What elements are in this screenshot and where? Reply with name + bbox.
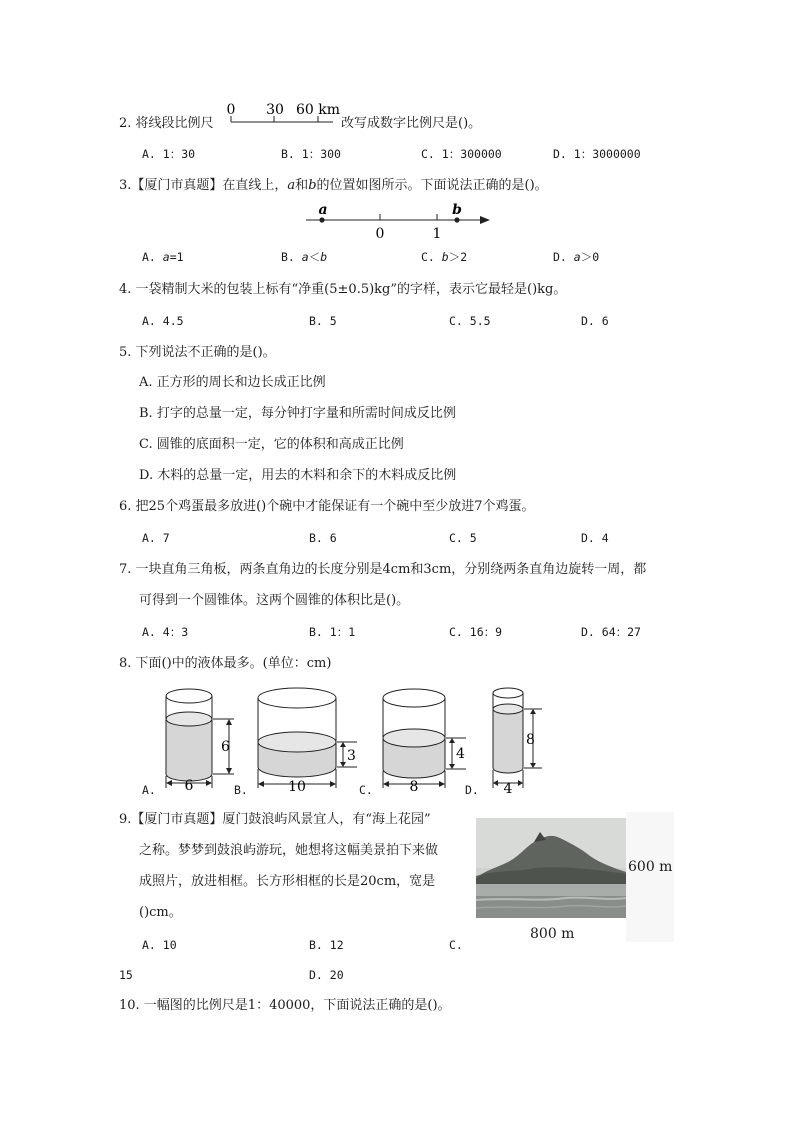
q7-option-d[interactable]: D. 64：27	[581, 625, 641, 639]
height-label-d: 8	[526, 732, 535, 748]
option-text: ＞2	[448, 250, 468, 264]
question-10: 10. 一幅图的比例尺是1：40000，下面说法正确的是()。	[119, 998, 451, 1013]
option-var: a	[301, 250, 309, 264]
question-text: 3.【厦门市真题】在直线上，	[119, 178, 288, 193]
q4-option-a[interactable]: A. 4.5	[142, 314, 184, 328]
q2-option-d[interactable]: D. 1：3000000	[553, 147, 641, 161]
option-text: ＞0	[580, 250, 600, 264]
q9-option-c[interactable]: C.	[449, 938, 463, 952]
q2-option-a[interactable]: A. 1：30	[142, 147, 196, 161]
diameter-label-b: 10	[288, 779, 306, 795]
option-var: b	[441, 250, 449, 264]
question-number: 2.	[119, 116, 132, 131]
q4-option-c[interactable]: C. 5.5	[449, 314, 491, 328]
height-label-c: 4	[456, 746, 465, 762]
q7-option-a[interactable]: A. 4：3	[142, 625, 189, 639]
scale-label-30: 30	[266, 102, 284, 118]
cylinder-a	[166, 689, 234, 794]
question-5: 5. 下列说法不正确的是()。	[119, 345, 276, 360]
q5-option-d[interactable]: D. 木料的总量一定，用去的木料和余下的木料成反比例	[139, 468, 457, 483]
axis-label-a: a	[318, 202, 328, 218]
scale-label-0: 0	[226, 102, 236, 118]
number-line	[300, 200, 495, 242]
question-6: 6. 把25个鸡蛋最多放进()个碗中才能保证有一个碗中至少放进7个鸡蛋。	[119, 499, 535, 514]
question-9-line-4: ()cm。	[139, 905, 182, 920]
photo-label-area	[626, 812, 674, 942]
option-var: a	[573, 250, 581, 264]
point-b	[454, 217, 459, 222]
cylinder-d	[493, 688, 542, 797]
diameter-label-c: 8	[409, 779, 419, 795]
q9-option-a[interactable]: A. 10	[142, 938, 177, 952]
cylinder-c	[383, 689, 466, 795]
axis-label-0: 0	[375, 226, 385, 242]
diameter-label-a: 6	[184, 778, 194, 794]
option-letter: C.	[421, 250, 435, 264]
question-9-line-3: 成照片，放进相框。长方形相框的长是20cm，宽是	[139, 874, 436, 889]
q5-option-a[interactable]: A. 正方形的周长和边长成正比例	[139, 375, 326, 390]
q7-option-c[interactable]: C. 16：9	[449, 625, 503, 639]
photo-height-label: 600 m	[628, 859, 673, 875]
height-label-b: 3	[347, 748, 356, 764]
q8-option-a[interactable]: A.	[142, 783, 156, 797]
q2-option-c[interactable]: C. 1：300000	[421, 147, 502, 161]
option-var: b	[320, 250, 328, 264]
question-8: 8. 下面()中的液体最多。(单位：cm)	[119, 656, 332, 671]
question-2	[119, 115, 214, 133]
question-7-line-1: 7. 一块直角三角板，两条直角边的长度分别是4cm和3cm，分别绕两条直角边旋转一周，都	[119, 562, 647, 577]
option-text: =1	[169, 250, 184, 264]
var-b: b	[308, 178, 317, 193]
question-9-line-1: 9.【厦门市真题】厦门鼓浪屿风景宜人，有“海上花园”	[119, 812, 431, 827]
line-segment-scale	[222, 100, 344, 130]
arrow-icon	[480, 216, 490, 224]
q7-option-b[interactable]: B. 1：1	[309, 625, 356, 639]
option-letter: A.	[142, 250, 156, 264]
q4-option-b[interactable]: B. 5	[309, 314, 337, 328]
cylinder-figures	[0, 680, 794, 800]
q8-option-b[interactable]: B.	[234, 783, 248, 797]
question-text: 的位置如图所示。下面说法正确的是()。	[316, 178, 548, 193]
option-letter: B.	[281, 250, 295, 264]
question-text: 将线段比例尺	[135, 116, 214, 131]
question-9-line-2: 之称。梦梦到鼓浪屿游玩，她想将这幅美景拍下来做	[139, 843, 439, 858]
question-4: 4. 一袋精制大米的包装上标有“净重(5±0.5)kg”的字样，表示它最轻是()kg。	[119, 282, 567, 297]
landscape-photo	[476, 818, 626, 918]
q9-option-b[interactable]: B. 12	[309, 938, 344, 952]
point-a	[319, 217, 324, 222]
q6-option-a[interactable]: A. 7	[142, 531, 170, 545]
option-var: a	[162, 250, 170, 264]
q3-option-a[interactable]	[142, 249, 184, 265]
photo-image	[476, 818, 626, 918]
diameter-label-d: 4	[503, 781, 513, 797]
axis-label-1: 1	[432, 226, 442, 242]
question-text: 和	[295, 178, 309, 193]
q3-option-d[interactable]	[553, 249, 599, 265]
q9-option-d[interactable]: D. 20	[309, 968, 344, 982]
scale-label-60km: 60 km	[295, 102, 341, 118]
q8-option-d[interactable]: D.	[465, 783, 479, 797]
question-7-line-2: 可得到一个圆锥体。这两个圆锥的体积比是()。	[139, 593, 410, 608]
q3-option-c[interactable]	[421, 249, 467, 265]
var-a: a	[287, 178, 296, 193]
q2-option-b[interactable]: B. 1：300	[281, 147, 341, 161]
option-text: ＜	[308, 250, 321, 264]
question-3	[119, 177, 548, 195]
q6-option-c[interactable]: C. 5	[449, 531, 477, 545]
q5-option-b[interactable]: B. 打字的总量一定，每分钟打字量和所需时间成反比例	[139, 406, 456, 421]
q8-option-c[interactable]: C.	[359, 783, 373, 797]
axis-label-b: b	[452, 202, 462, 218]
q6-option-b[interactable]: B. 6	[309, 531, 337, 545]
question-2-tail: 改写成数字比例尺是()。	[341, 116, 482, 131]
q6-option-d[interactable]: D. 4	[581, 531, 609, 545]
q3-option-b[interactable]	[281, 249, 327, 265]
option-letter: D.	[553, 250, 567, 264]
cylinder-b	[258, 688, 357, 795]
q4-option-d[interactable]: D. 6	[581, 314, 609, 328]
height-label-a: 6	[221, 739, 230, 755]
q9-option-c-value[interactable]: 15	[119, 968, 133, 982]
photo-width-label: 800 m	[530, 926, 575, 942]
q5-option-c[interactable]: C. 圆锥的底面积一定，它的体积和高成正比例	[139, 437, 404, 452]
